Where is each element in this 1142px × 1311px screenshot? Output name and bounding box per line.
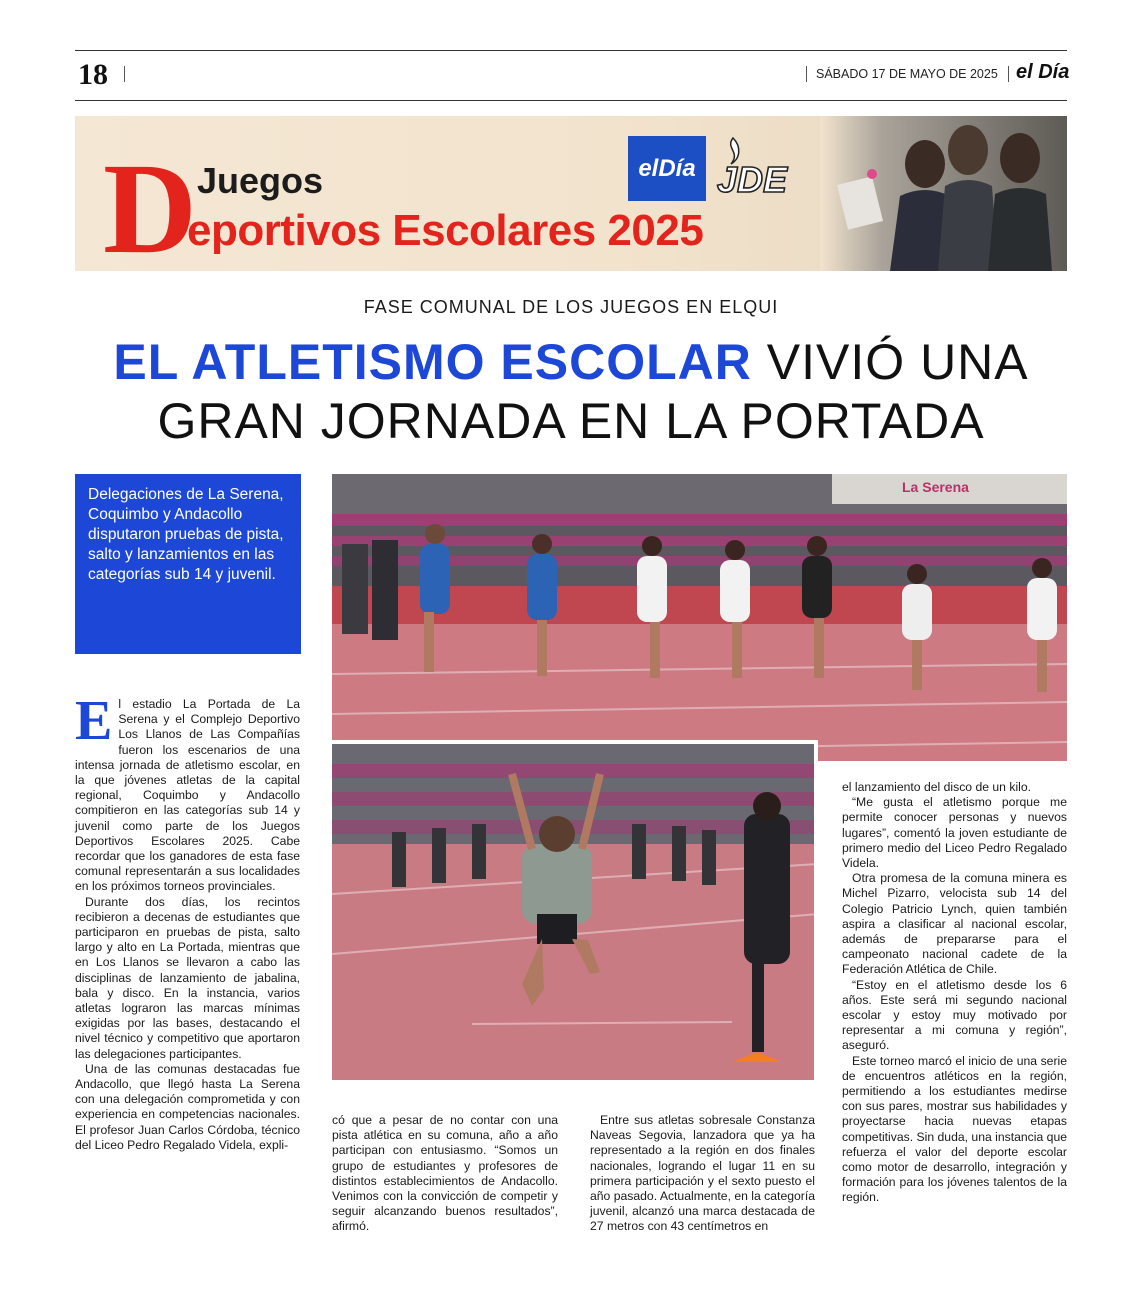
article-column-4 (842, 780, 1067, 1206)
article-paragraph: el lanzamiento del disco de un kilo. (842, 780, 1032, 794)
article-paragraph: Otra promesa de la comuna minera es Michel Pizarro, velocista sub 14 del Colegio Patricio Lynch, quien también aspira a clasificar al nacional escolar, además de prepararse para el campeonato nacional cadete de la Federación Atlética de Chile. (842, 871, 1067, 977)
sprint-photo (332, 474, 1067, 761)
header-divider (1008, 66, 1009, 82)
jde-logo (711, 134, 813, 202)
article-paragraph: “Estoy en el atletismo desde los 6 años. Este será mi segundo nacional escolar y estoy muy motivado por representar a mi comuna y región”, aseguró. (842, 977, 1067, 1053)
header-bottom-rule (75, 100, 1067, 101)
article-paragraph: Este torneo marcó el inicio de una serie de encuentros atléticos en la región, permitiendo a los estudiantes medirse con sus pares, mostrar sus habilidades y proyectarse hacia nuevas etapas competitivas. Sin duda, una instancia que refuerza el valor del deporte escolar como motor de desarrollo, integración y formación para los jóvenes talentos de la región. (842, 1053, 1067, 1205)
banner-initial: D (103, 137, 197, 271)
jde-logo-text: JDE (717, 159, 788, 200)
article-column-3 (590, 1113, 815, 1235)
banner-title-line1: Juegos (197, 160, 324, 201)
page-number: 18 (78, 58, 108, 91)
newspaper-brand: el Día (1016, 61, 1070, 83)
article-paragraph: có que a pesar de no contar con una pista atlética en su comuna, año a año participan con entusiasmo. “Somos un grupo de estudiantes y profesores de distintos establecimientos de Andacollo. Venimos con la convicción de competir y seguir alcanzando buenos resultados”, afirmó. (332, 1113, 558, 1234)
article-column-1 (75, 690, 300, 1153)
issue-date: SÁBADO 17 DE MAYO DE 2025 (816, 67, 998, 81)
article-paragraph: Durante dos días, los recintos recibieron a decenas de estudiantes que participaron en pruebas de pista, salto largo y alto en La Portada, mientras que en Los Llanos se llevaron a cabo las disciplinas de lanzamiento de jabalina, bala y disco. En la instancia, varios atletas lograron las marcas mínimas exigidas por las bases, destacando el nivel técnico y competitivo que aportaron las delegaciones participantes. (75, 894, 300, 1061)
article-paragraph: “Me gusta el atletismo porque me permite conocer personas y nuevos lugares”, comentó la joven estudiante de primero medio del Liceo Pedro Regalado Videla. (842, 795, 1067, 871)
eldia-logo: elDía (628, 136, 706, 201)
paragraph-text: l estadio La Portada de La Serena y el Complejo Deportivo Los Llanos de Las Compañías fueron los escenarios de una intensa jornada de atletismo escolar, en la que jóvenes atletas de la capital regional, Coquimbo y Andacollo compitieron en las categorías sub 14 y juvenil como parte de los Juegos Deportivos Escolares 2025. Cabe recordar que los ganadores de esta fase comunal representarán a sus localidades en los próximos torneos provinciales. (75, 697, 300, 894)
article-kicker: FASE COMUNAL DE LOS JUEGOS EN ELQUI (363, 297, 779, 317)
section-banner (75, 116, 1067, 271)
headline-line-1 (0, 334, 1142, 390)
long-jump-photo (332, 740, 818, 1080)
article-paragraph: Entre sus atletas sobresale Constanza Naveas Segovia, lanzadora que ya ha representado a la región en dos finales nacionales, logrando el lugar 11 en su primera participación y el sexto puesto el año pasado. Actualmente, en la categoría juvenil, alcanzó una marca destacada de 27 metros con 43 centímetros en (590, 1113, 815, 1234)
headline-line-2: GRAN JORNADA EN LA PORTADA (157, 393, 985, 449)
top-rule (75, 50, 1067, 51)
drop-cap: E (75, 690, 113, 752)
article-column-2 (332, 1113, 558, 1235)
header-divider (124, 66, 125, 82)
headline-rest: VIVIÓ UNA (766, 334, 1029, 390)
stadium-sign: La Serena (902, 479, 969, 495)
article-deck: Delegaciones de La Serena, Coquimbo y Andacollo disputaron pruebas de pista, salto y lanzamientos en las categorías sub 14 y juvenil. (75, 474, 301, 654)
header-divider (806, 66, 807, 82)
article-paragraph: Una de las comunas destacadas fue Andacollo, que llegó hasta La Serena con una delegación comprometida y con experiencia en competencias nacionales. El profesor Juan Carlos Córdoba, técnico del Liceo Pedro Regalado Videla, expli- (75, 1061, 300, 1152)
article-paragraph (75, 690, 300, 895)
banner-athletes-photo (820, 116, 1067, 271)
banner-title-line2: eportivos Escolares 2025 (187, 206, 704, 255)
headline-accent: EL ATLETISMO ESCOLAR (113, 334, 752, 390)
